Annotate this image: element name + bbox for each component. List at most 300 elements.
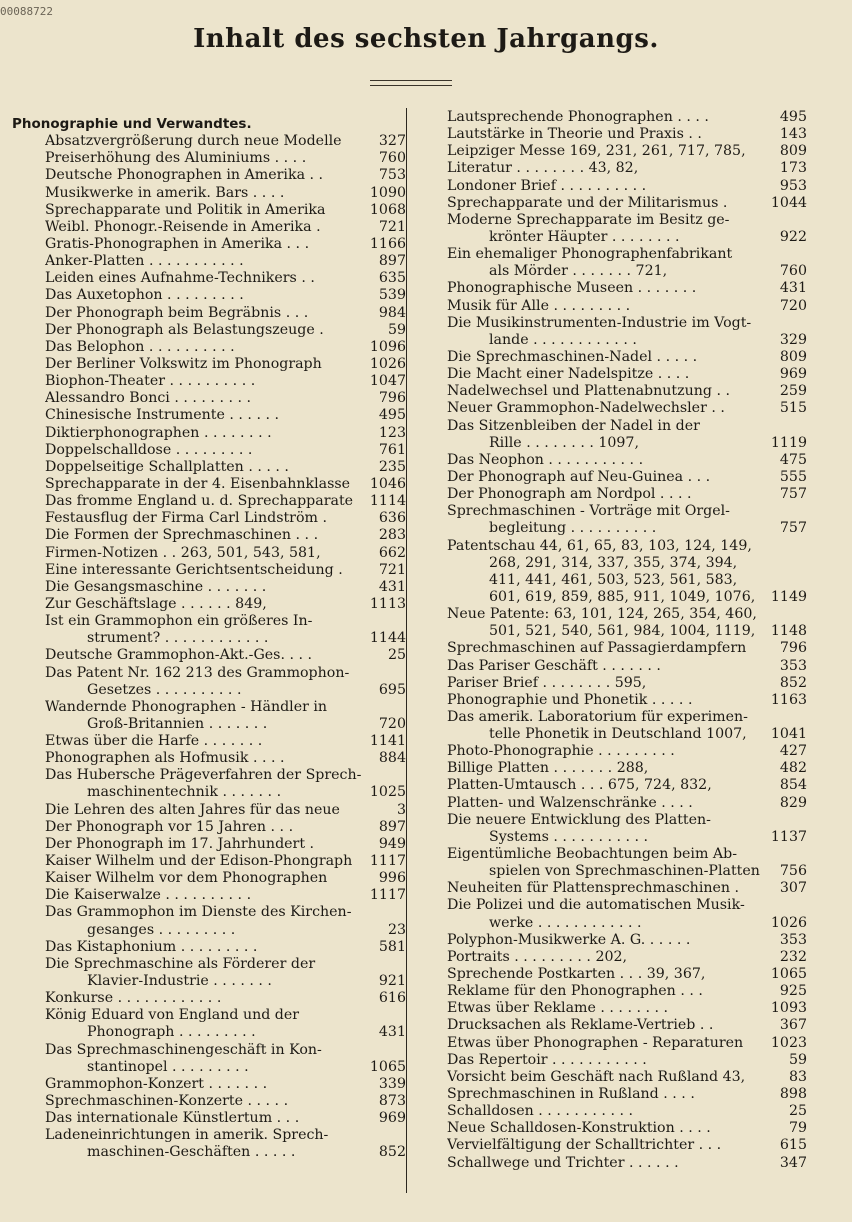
- toc-entry-line: [45, 493, 406, 510]
- toc-entry-pages: 756: [779, 863, 807, 880]
- toc-entry-line: [45, 407, 406, 424]
- toc-entry-line: [447, 400, 807, 417]
- toc-entry-pages: 1141: [369, 733, 406, 750]
- toc-entry-line: [447, 469, 807, 486]
- toc-entry-continuation: [447, 915, 807, 932]
- toc-entry-pages: 695: [378, 681, 406, 698]
- toc-entry-pages: 949: [378, 835, 406, 852]
- toc-entry-text: Phonographie und Phonetik . . . . .: [447, 691, 693, 708]
- toc-entry-pages: 1041: [770, 726, 807, 743]
- toc-entry-pages: 1025: [369, 784, 406, 801]
- toc-entry-line: [45, 836, 406, 853]
- toc-entry-line: [447, 709, 807, 726]
- toc-entry-pages: 1117: [369, 853, 406, 870]
- toc-entry-text: Platten-Umtausch . . . 675, 724, 832,: [447, 777, 712, 794]
- toc-entry-line: [45, 1110, 406, 1127]
- toc-entry: [447, 880, 807, 897]
- toc-entry-text: Die Sprechmaschinen-Nadel . . . . .: [447, 348, 698, 365]
- toc-entry-pages: 757: [779, 486, 807, 503]
- toc-entry-pages: 897: [378, 818, 406, 835]
- toc-entry-pages: 475: [779, 451, 807, 468]
- toc-entry-text: Schalldosen . . . . . . . . . . .: [447, 1103, 633, 1120]
- toc-entry-text: Sprechapparate und Politik in Amerika: [45, 201, 326, 218]
- toc-entry: [12, 270, 406, 287]
- toc-entry: [12, 990, 406, 1007]
- toc-entry: [12, 185, 406, 202]
- toc-entry-text: Sprechapparate in der 4. Eisenbahnklasse: [45, 475, 351, 492]
- toc-entry-pages: 796: [779, 640, 807, 657]
- toc-entry-pages: 431: [378, 1024, 406, 1041]
- toc-entry-pages: 996: [378, 870, 406, 887]
- toc-entry-continuation: [447, 555, 807, 572]
- toc-entry-text: Neue Patente: 63, 101, 124, 265, 354, 460,: [447, 606, 757, 623]
- toc-entry-text: Doppelschalldose . . . . . . . . .: [45, 441, 253, 458]
- toc-entry-line: [45, 887, 406, 904]
- toc-entry-text: Polyphon-Musikwerke A. G. . . . . .: [447, 931, 691, 948]
- toc-entry-text: Anker-Platten . . . . . . . . . . .: [45, 253, 244, 270]
- toc-entry-line: [45, 510, 406, 527]
- toc-entry: [12, 1076, 406, 1093]
- toc-entry-text: Der Phonograph vor 15 Jahren . . .: [45, 818, 294, 835]
- toc-entry-pages: 721: [378, 218, 406, 235]
- toc-entry-line: [45, 853, 406, 870]
- toc-entry-text: gesanges . . . . . . . . .: [87, 921, 236, 938]
- toc-entry-continuation: [45, 682, 406, 699]
- toc-entry-line: [45, 647, 406, 664]
- title-rule: [370, 80, 452, 86]
- toc-entry-pages: 25: [788, 1103, 807, 1120]
- toc-entry-text: Das Grammophon im Dienste des Kirchen-: [45, 904, 352, 921]
- toc-entry: [12, 733, 406, 750]
- toc-entry-pages: 1044: [770, 194, 807, 211]
- toc-entry-text: Lautstärke in Theorie und Praxis . .: [447, 126, 702, 143]
- toc-entry-text: Ein ehemaliger Phonographenfabrikant: [447, 246, 733, 263]
- toc-entry-line: [447, 1000, 807, 1017]
- toc-entry-text: Die Sprechmaschine als Förderer der: [45, 955, 316, 972]
- toc-entry-text: Moderne Sprechapparate im Besitz ge-: [447, 211, 730, 228]
- toc-entry: [12, 510, 406, 527]
- toc-entry-text: Ist ein Grammophon ein größeres In-: [45, 613, 313, 630]
- toc-entry-pages: 431: [779, 280, 807, 297]
- toc-entry: [12, 322, 406, 339]
- toc-entry-pages: 721: [378, 561, 406, 578]
- toc-entry: [12, 699, 406, 733]
- toc-entry-text: Das Neophon . . . . . . . . . . .: [447, 451, 644, 468]
- toc-entry-line: [447, 983, 807, 1000]
- toc-entry-text: spielen von Sprechmaschinen-Platten: [489, 863, 760, 880]
- toc-entry: [12, 493, 406, 510]
- toc-entry-pages: 925: [779, 983, 807, 1000]
- toc-entry: [12, 579, 406, 596]
- toc-entry-text: Sprechmaschinen auf Passagierdampfern: [447, 640, 747, 657]
- toc-entry: [12, 390, 406, 407]
- toc-entry-text: Billige Platten . . . . . . . 288,: [447, 760, 649, 777]
- toc-entry-pages: 809: [779, 143, 807, 160]
- toc-entry-pages: 760: [779, 263, 807, 280]
- toc-entry-line: [447, 349, 807, 366]
- toc-entry-text: Musik für Alle . . . . . . . . .: [447, 297, 631, 314]
- toc-entry: [12, 373, 406, 390]
- toc-entry: [12, 767, 406, 801]
- toc-entry-text: Portraits . . . . . . . . . 202,: [447, 948, 628, 965]
- toc-entry-pages: 143: [779, 126, 807, 143]
- toc-entry-text: Das Belophon . . . . . . . . . .: [45, 338, 235, 355]
- toc-entry-line: [45, 545, 406, 562]
- toc-entry-line: [45, 665, 406, 682]
- section-heading: Phonographie und Verwandtes.: [12, 116, 252, 132]
- toc-entry-text: Vervielfältigung der Schalltrichter . . .: [447, 1137, 722, 1154]
- toc-entry-text: krönter Häupter . . . . . . . .: [489, 228, 680, 245]
- toc-entry-line: [447, 503, 807, 520]
- toc-entry-line: [45, 1127, 406, 1144]
- toc-entry: [447, 640, 807, 657]
- toc-entry-continuation: [447, 229, 807, 246]
- toc-entry: [447, 949, 807, 966]
- toc-entry: [447, 503, 807, 537]
- toc-entry-pages: 969: [378, 1110, 406, 1127]
- toc-entry-text: Das Pariser Geschäft . . . . . . .: [447, 657, 661, 674]
- toc-entry-line: [45, 305, 406, 322]
- toc-entry-line: [447, 1103, 807, 1120]
- toc-entry-line: [45, 596, 406, 613]
- toc-entry-text: Neuheiten für Plattensprechmaschinen .: [447, 880, 740, 897]
- toc-entry-text: Das Repertoir . . . . . . . . . . .: [447, 1051, 647, 1068]
- toc-entry-text: Die Macht einer Nadelspitze . . . .: [447, 366, 690, 383]
- toc-entry-line: [45, 236, 406, 253]
- toc-entry-pages: 329: [779, 331, 807, 348]
- toc-entry-continuation: [45, 1059, 406, 1076]
- toc-entry-pages: 615: [779, 1137, 807, 1154]
- toc-entry-pages: 1026: [770, 914, 807, 931]
- toc-entry-text: maschinen-Geschäften . . . . .: [87, 1144, 296, 1161]
- toc-entry-text: Vorsicht beim Geschäft nach Rußland 43,: [447, 1068, 746, 1085]
- toc-entry-line: [447, 812, 807, 829]
- toc-entry-continuation: [447, 572, 807, 589]
- toc-entry-line: [45, 733, 406, 750]
- toc-entry-line: [447, 538, 807, 555]
- toc-entry-text: Die Lehren des alten Jahres für das neue: [45, 801, 340, 818]
- toc-entry: [12, 1110, 406, 1127]
- toc-entry-text: Deutsche Grammophon-Akt.-Ges. . . .: [45, 647, 313, 664]
- toc-entry-line: [45, 579, 406, 596]
- toc-entry-pages: 953: [779, 177, 807, 194]
- toc-entry-line: [45, 1007, 406, 1024]
- toc-entry: [12, 476, 406, 493]
- toc-entry-pages: 616: [378, 990, 406, 1007]
- toc-entry: [12, 545, 406, 562]
- toc-entry-text: Gratis-Phonographen in Amerika . . .: [45, 235, 310, 252]
- toc-entry-pages: 636: [378, 510, 406, 527]
- toc-entry-text: Phonographische Museen . . . . . . .: [447, 280, 697, 297]
- toc-entry: [447, 1017, 807, 1034]
- toc-entry-text: telle Phonetik in Deutschland 1007,: [489, 726, 747, 743]
- toc-entry: [447, 760, 807, 777]
- toc-entry-pages: 662: [378, 544, 406, 561]
- toc-entry-line: [447, 640, 807, 657]
- toc-entry-line: [45, 425, 406, 442]
- toc-entry-line: [45, 390, 406, 407]
- toc-entry-text: Das Kistaphonium . . . . . . . . .: [45, 938, 258, 955]
- toc-entry-pages: 495: [378, 407, 406, 424]
- toc-entry-line: [447, 1137, 807, 1154]
- toc-entry: [447, 897, 807, 931]
- toc-entry-line: [45, 939, 406, 956]
- toc-entry-text: Etwas über Reklame . . . . . . . .: [447, 1000, 669, 1017]
- toc-entry-pages: 495: [779, 109, 807, 125]
- toc-entry-line: [45, 990, 406, 1007]
- toc-entry-continuation: [447, 829, 807, 846]
- toc-entry: [447, 298, 807, 315]
- toc-entry-line: [447, 846, 807, 863]
- toc-entry-text: Phonograph . . . . . . . . .: [87, 1024, 256, 1041]
- toc-entry-pages: 353: [779, 657, 807, 674]
- toc-entry: [447, 932, 807, 949]
- toc-entry-line: [447, 777, 807, 794]
- toc-entry-text: Der Phonograph beim Begräbnis . . .: [45, 304, 309, 321]
- toc-entry-pages: 720: [378, 715, 406, 732]
- toc-entry-line: [45, 527, 406, 544]
- toc-entry: [12, 665, 406, 699]
- toc-entry-text: Festausflug der Firma Carl Lindström .: [45, 510, 327, 527]
- toc-entry-pages: 59: [387, 321, 406, 338]
- toc-entry: [447, 709, 807, 743]
- toc-entry-text: Doppelseitige Schallplatten . . . . .: [45, 458, 289, 475]
- toc-entry: [12, 442, 406, 459]
- toc-entry-line: [45, 802, 406, 819]
- toc-entry-text: Etwas über die Harfe . . . . . . .: [45, 733, 263, 750]
- toc-entry-text: Das Auxetophon . . . . . . . . .: [45, 287, 244, 304]
- toc-entry-text: 601, 619, 859, 885, 911, 1049, 1076,: [489, 588, 756, 605]
- toc-entry-pages: 720: [779, 297, 807, 314]
- toc-entry-pages: 809: [779, 348, 807, 365]
- toc-entry-pages: 367: [779, 1017, 807, 1034]
- toc-entry: [12, 596, 406, 613]
- toc-entry-pages: 829: [779, 794, 807, 811]
- toc-entry-continuation: [447, 263, 807, 280]
- toc-entry-continuation: [45, 630, 406, 647]
- toc-entry-continuation: [45, 973, 406, 990]
- toc-entry-pages: 1113: [369, 595, 406, 612]
- toc-entry-line: [45, 150, 406, 167]
- toc-entry: [447, 1137, 807, 1154]
- toc-entry-text: Sprechende Postkarten . . . 39, 367,: [447, 966, 706, 983]
- toc-entry-pages: 854: [779, 777, 807, 794]
- toc-entry-line: [447, 880, 807, 897]
- toc-entry-line: [447, 246, 807, 263]
- toc-entry-line: [447, 383, 807, 400]
- toc-entry-text: Neuer Grammophon-Nadelwechsler . .: [447, 400, 725, 417]
- toc-entry: [12, 150, 406, 167]
- toc-entry-line: [447, 966, 807, 983]
- toc-entry-text: Pariser Brief . . . . . . . . 595,: [447, 674, 647, 691]
- toc-entry-continuation: [447, 623, 807, 640]
- toc-entry-pages: 984: [378, 304, 406, 321]
- toc-entry: [447, 315, 807, 349]
- toc-entry-line: [45, 870, 406, 887]
- toc-entry: [447, 1069, 807, 1086]
- toc-entry-line: [447, 760, 807, 777]
- toc-entry: [447, 1103, 807, 1120]
- toc-entry-line: [45, 1093, 406, 1110]
- toc-entry-pages: 339: [378, 1075, 406, 1092]
- toc-entry-text: König Eduard von England und der: [45, 1007, 300, 1024]
- toc-entry: [447, 246, 807, 280]
- toc-entry-pages: 1144: [369, 630, 406, 647]
- toc-entry-pages: 307: [779, 880, 807, 897]
- toc-entry-text: Firmen-Notizen . . 263, 501, 543, 581,: [45, 544, 321, 561]
- toc-entry-text: Das amerik. Laboratorium für experimen-: [447, 708, 748, 725]
- toc-entry-text: Der Phonograph am Nordpol . . . .: [447, 486, 692, 503]
- toc-entry-text: Sprechmaschinen in Rußland . . . .: [447, 1086, 695, 1103]
- toc-entry-text: Weibl. Phonogr.-Reisende in Amerika .: [45, 218, 321, 235]
- toc-entry: [447, 452, 807, 469]
- toc-entry: [447, 538, 807, 607]
- toc-entry-text: 268, 291, 314, 337, 355, 374, 394,: [489, 554, 738, 571]
- toc-entry-pages: 884: [378, 750, 406, 767]
- toc-entry-pages: 1149: [770, 588, 807, 605]
- toc-entry-line: [45, 373, 406, 390]
- toc-entry: [447, 486, 807, 503]
- toc-entry-text: Das internationale Künstlertum . . .: [45, 1110, 300, 1127]
- toc-entry-continuation: [45, 922, 406, 939]
- toc-entry-text: maschinentechnik . . . . . . .: [87, 784, 282, 801]
- toc-entry-line: [447, 1086, 807, 1103]
- toc-entry-text: Die neuere Entwicklung des Platten-: [447, 811, 711, 828]
- toc-entry-text: 411, 441, 461, 503, 523, 561, 583,: [489, 571, 738, 588]
- toc-entry-text: Lautsprechende Phonographen . . . .: [447, 109, 709, 125]
- toc-entry: [12, 202, 406, 219]
- toc-entry-line: [45, 167, 406, 184]
- toc-entry: [12, 613, 406, 647]
- toc-entry-line: [447, 1120, 807, 1137]
- toc-entry-text: Der Berliner Volkswitz im Phonograph: [45, 355, 322, 372]
- toc-entry: [447, 983, 807, 1000]
- toc-entry-line: [45, 442, 406, 459]
- toc-entry-pages: 1065: [369, 1058, 406, 1075]
- toc-entry-line: [447, 1035, 807, 1052]
- toc-entry-line: [45, 133, 406, 150]
- toc-entry-line: [45, 322, 406, 339]
- toc-entry-text: Eine interessante Gerichtsentscheidung .: [45, 561, 343, 578]
- toc-entry-pages: 760: [378, 150, 406, 167]
- toc-entry-text: lande . . . . . . . . . . . .: [489, 331, 637, 348]
- toc-entry-pages: 555: [779, 468, 807, 485]
- toc-entry-pages: 79: [788, 1120, 807, 1137]
- toc-entry-line: [447, 109, 807, 126]
- toc-entry-line: [45, 270, 406, 287]
- toc-entry-pages: 1166: [369, 235, 406, 252]
- toc-entry: [447, 846, 807, 880]
- toc-entry-text: Der Phonograph im 17. Jahrhundert .: [45, 835, 315, 852]
- toc-entry-text: Konkurse . . . . . . . . . . . .: [45, 990, 222, 1007]
- toc-entry-text: Gesetzes . . . . . . . . . .: [87, 681, 242, 698]
- toc-entry-text: Die Gesangsmaschine . . . . . . .: [45, 578, 267, 595]
- toc-entry: [447, 143, 807, 160]
- toc-entry-pages: 1163: [770, 691, 807, 708]
- toc-entry-line: [447, 1017, 807, 1034]
- toc-entry-continuation: [447, 863, 807, 880]
- toc-entry-text: Biophon-Theater . . . . . . . . . .: [45, 373, 256, 390]
- toc-entry-pages: 283: [378, 527, 406, 544]
- toc-entry: [447, 812, 807, 846]
- toc-entry-line: [447, 315, 807, 332]
- toc-entry-text: werke . . . . . . . . . . . .: [489, 914, 642, 931]
- toc-entry-line: [45, 476, 406, 493]
- toc-entry-line: [45, 459, 406, 476]
- toc-entry-pages: 921: [378, 973, 406, 990]
- toc-entry-pages: 753: [378, 167, 406, 184]
- toc-entry-continuation: [45, 1144, 406, 1161]
- toc-entry-text: Groß-Britannien . . . . . . .: [87, 715, 268, 732]
- toc-entry: [12, 904, 406, 938]
- toc-entry: [447, 160, 807, 177]
- toc-entry-line: [45, 613, 406, 630]
- toc-entry-continuation: [447, 726, 807, 743]
- toc-entry-line: [447, 606, 807, 623]
- toc-entry-text: Das Sitzenbleiben der Nadel in der: [447, 417, 700, 434]
- toc-entry-pages: 25: [387, 647, 406, 664]
- toc-entry-line: [45, 356, 406, 373]
- toc-entry: [447, 966, 807, 983]
- toc-entry-line: [447, 280, 807, 297]
- toc-entry: [12, 219, 406, 236]
- toc-entry: [12, 407, 406, 424]
- toc-entry: [447, 212, 807, 246]
- toc-entry-continuation: [447, 520, 807, 537]
- toc-entry: [447, 366, 807, 383]
- toc-entry-line: [447, 1052, 807, 1069]
- toc-entry: [12, 802, 406, 819]
- toc-entry-line: [447, 486, 807, 503]
- toc-entry-line: [447, 160, 807, 177]
- toc-entry: [447, 418, 807, 452]
- toc-entry-text: strument? . . . . . . . . . . . .: [87, 630, 269, 647]
- toc-entry-line: [45, 956, 406, 973]
- toc-entry: [447, 280, 807, 297]
- toc-entry-text: als Mörder . . . . . . . 721,: [489, 263, 668, 280]
- toc-entry-line: [45, 750, 406, 767]
- toc-entry: [12, 647, 406, 664]
- toc-column-right: [447, 109, 807, 1172]
- toc-entry-continuation: [447, 435, 807, 452]
- page-id: 00088722: [0, 5, 53, 18]
- toc-entry-pages: 1114: [369, 493, 406, 510]
- toc-entry-pages: 347: [779, 1154, 807, 1171]
- toc-entry: [12, 956, 406, 990]
- toc-entry: [12, 939, 406, 956]
- toc-entry-text: Rille . . . . . . . . 1097,: [489, 434, 639, 451]
- toc-entry-line: [447, 897, 807, 914]
- toc-entry-text: Alessandro Bonci . . . . . . . . .: [45, 390, 252, 407]
- toc-entry-pages: 898: [779, 1086, 807, 1103]
- toc-entry-pages: 1119: [770, 434, 807, 451]
- toc-entry-pages: 796: [378, 390, 406, 407]
- toc-entry: [447, 1052, 807, 1069]
- toc-entry-text: Absatzvergrößerung durch neue Modelle: [45, 133, 342, 150]
- toc-entry-line: [45, 185, 406, 202]
- toc-entry-line: [447, 949, 807, 966]
- toc-entry: [447, 195, 807, 212]
- toc-entry: [12, 870, 406, 887]
- toc-entry: [12, 853, 406, 870]
- toc-entry-line: [45, 699, 406, 716]
- toc-entry-pages: 353: [779, 931, 807, 948]
- toc-entry: [12, 236, 406, 253]
- toc-entry: [447, 109, 807, 126]
- toc-entry-text: Klavier-Industrie . . . . . . .: [87, 973, 272, 990]
- toc-entry-pages: 427: [779, 743, 807, 760]
- toc-entry: [12, 819, 406, 836]
